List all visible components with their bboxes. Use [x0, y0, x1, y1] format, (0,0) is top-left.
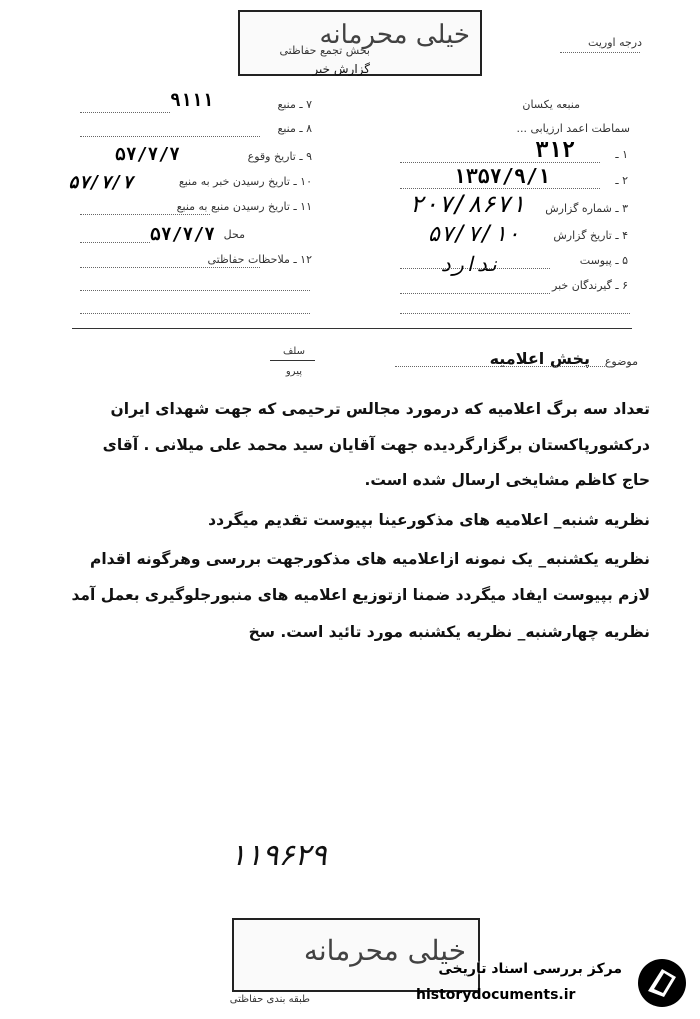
header-separator: [72, 328, 632, 329]
body-line-1: تعداد سه برگ اعلامیه که درمورد مجالس ترحیمی که جهت شهدای ایران: [110, 400, 650, 418]
archive-watermark: [408, 955, 692, 1013]
body-line-2: درکشورپاکستان برگزارگردیده جهت آقایان سید محمد علی میلانی . آقای: [102, 436, 650, 454]
body-line-4: نظریه شنبه_ اعلامیه های مذکورعینا بپیوست تقدیم میگردد: [208, 511, 650, 529]
archive-logo-icon: [634, 957, 690, 1009]
field11-label: ۱۱ ـ تاریخ رسیدن منبع به منبع: [176, 200, 312, 213]
handwritten-archive-number: ۱۱۹۶۲۹: [230, 838, 327, 873]
watermark-url[interactable]: historydocuments.ir: [416, 987, 576, 1003]
form-title: گزارش خبر: [312, 62, 370, 76]
bottom-stamp-caption: طبقه بندی حفاظتی: [229, 994, 310, 1005]
subject-side-bottom: پیرو: [285, 366, 302, 377]
field7-value: ۹۱۱۱: [170, 90, 214, 111]
field10-value: ۵۷/۷/۷: [68, 172, 134, 193]
top-stamp-text: خیلی محرمانه: [319, 20, 470, 50]
field6-label: ۶ ـ گیرندگان خبر: [552, 279, 628, 292]
subject-label: موضوع: [604, 355, 638, 368]
field8-label: ۸ ـ منبع: [277, 122, 312, 135]
field11-sub-label: محل: [223, 228, 245, 241]
body-line-3: حاج کاظم مشایخی ارسال شده است.: [364, 471, 650, 489]
field3-label: ۳ ـ شماره گزارش: [545, 202, 628, 215]
subject-side-top: سلف: [282, 346, 305, 357]
bottom-stamp-text: خیلی محرمانه: [303, 934, 466, 967]
field2-value: ۱۳۵۷/۹/۱: [453, 164, 550, 188]
right-header-line-b: سماطت اعمد ارزیابی ...: [516, 122, 630, 135]
body-line-6: لازم بپیوست ایفاد میگردد ضمنا ازتوزیع اعلامیه های منبورجلوگیری بعمل آمد: [71, 586, 650, 604]
field12-label: ۱۲ ـ ملاحظات حفاظتی: [207, 253, 312, 266]
priority-label: درجه اوریت: [588, 36, 642, 49]
field5-value: ندارد: [439, 252, 500, 276]
form-unit-title: بخش تجمع حفاظتی: [279, 44, 370, 57]
field10-label: ۱۰ ـ تاریخ رسیدن خبر به منبع: [178, 175, 312, 188]
field7-label: ۷ ـ منبع: [277, 98, 312, 111]
field9-value: ۵۷/۷/۷: [115, 144, 181, 165]
body-line-7: نظریه چهارشنبه_ نظریه یکشنبه مورد تائید است. سخ: [248, 623, 650, 641]
field1-value: ۳۱۲: [535, 138, 575, 163]
watermark-title: مرکز بررسی اسناد تاریخی: [438, 961, 622, 977]
field4-label: ۴ ـ تاریخ گزارش: [553, 229, 628, 242]
right-header-line-a: منبعه یکسان: [522, 98, 580, 111]
field11-value: ۵۷/۷/۷: [150, 224, 216, 245]
body-line-5: نظریه یکشنبه_ یک نمونه ازاعلامیه های مذکورجهت بررسی وهرگونه اقدام: [90, 550, 650, 568]
field3-value: ۲۰۷/۸۶۷۱: [409, 190, 525, 218]
field9-label: ۹ ـ تاریخ وقوع: [247, 150, 312, 163]
field1-label: ۱ ـ: [615, 148, 628, 161]
subject-value: پخش اعلامیه: [489, 349, 590, 368]
field2-label: ۲ ـ: [615, 174, 628, 187]
field5-label: ۵ ـ پیوست: [579, 254, 628, 267]
field4-value: ۵۷/۷/۱۰: [427, 222, 520, 247]
